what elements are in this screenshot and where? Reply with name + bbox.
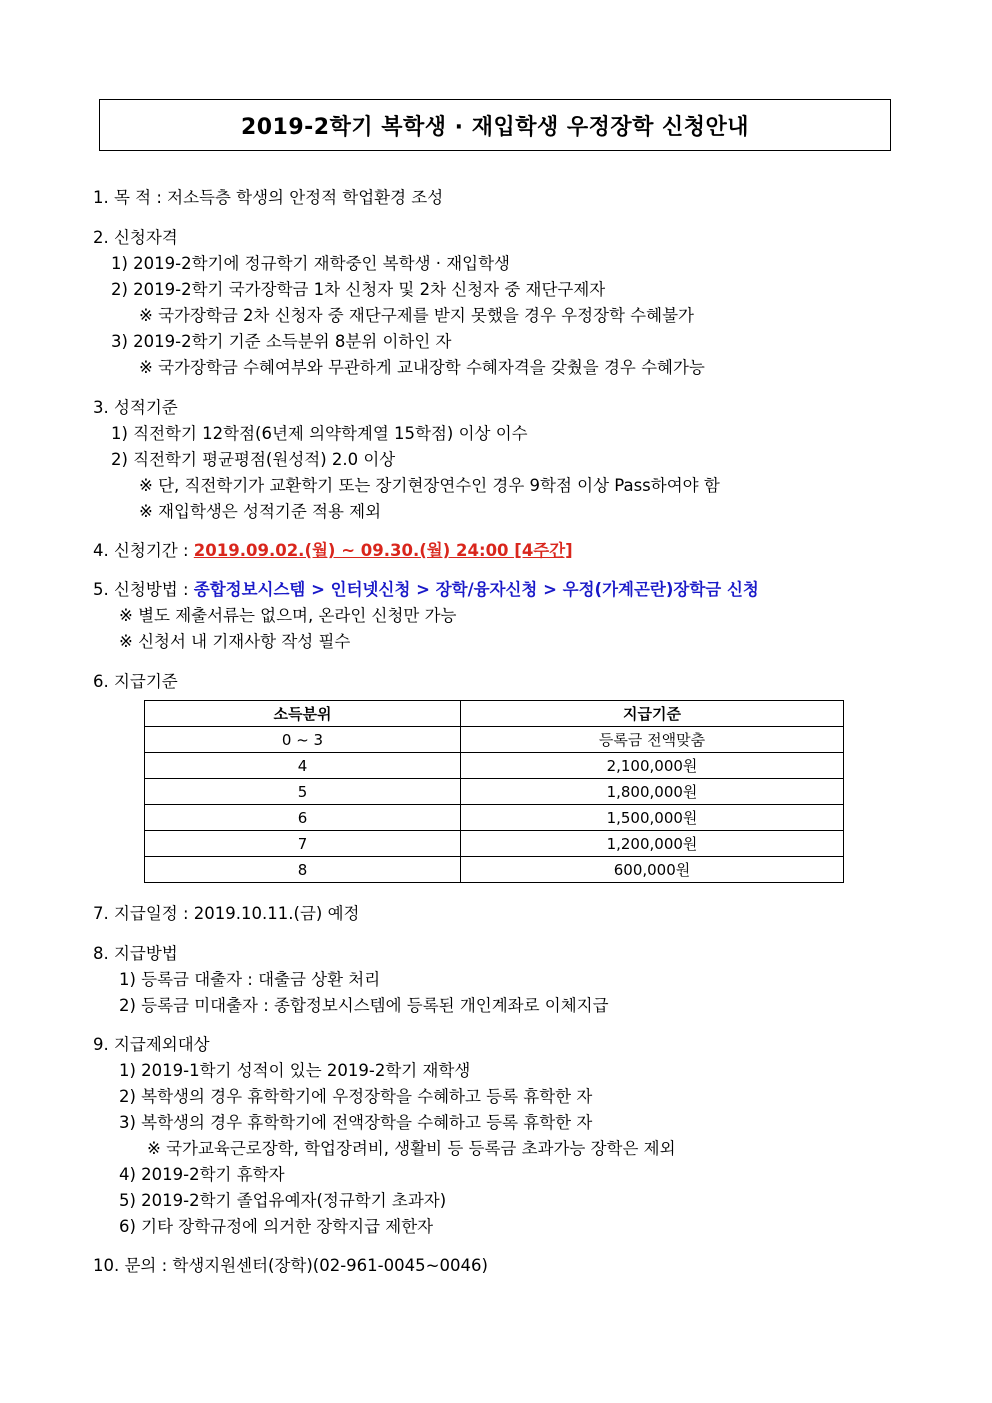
table-row — [145, 753, 844, 779]
payment-standard-header: 지급기준 — [461, 701, 844, 727]
page-title: 2019-2학기 복학생 · 재입학생 우정장학 신청안내 — [99, 99, 891, 151]
payment-method-heading: 8. 지급방법 — [93, 944, 178, 963]
eligibility-item-3: 3) 2019-2학기 기준 소득분위 8분위 이하인 자 — [111, 332, 452, 351]
period-value: 2019.09.02.(월) ~ 09.30.(월) 24:00 [4주간] — [193, 541, 573, 560]
method-label: 5. 신청방법 : — [93, 580, 194, 599]
exclusion-item-6: 6) 기타 장학규정에 의거한 장학지급 제한자 — [119, 1217, 434, 1236]
table-row — [145, 779, 844, 805]
table-row — [145, 727, 844, 753]
grade-item-2: 2) 직전학기 평균평점(원성적) 2.0 이상 — [111, 450, 396, 469]
payment-amount-cell: 2,100,000원 — [461, 753, 844, 779]
payment-standard-table — [144, 700, 844, 883]
method-value: 종합정보시스템 > 인터넷신청 > 장학/융자신청 > 우정(가계곤란)장학금 신청 — [193, 580, 759, 599]
grade-heading: 3. 성적기준 — [93, 398, 178, 417]
method-note-2: ※ 신청서 내 기재사항 작성 필수 — [119, 632, 351, 651]
table-row — [145, 857, 844, 883]
eligibility-note-2: ※ 국가장학금 2차 신청자 중 재단구제를 받지 못했을 경우 우정장학 수혜불가 — [139, 306, 694, 325]
contact-line: 10. 문의 : 학생지원센터(장학)(02-961-0045~0046) — [93, 1256, 488, 1275]
income-bracket-cell: 6 — [145, 805, 461, 831]
income-bracket-cell: 4 — [145, 753, 461, 779]
grade-item-1: 1) 직전학기 12학점(6년제 의약학계열 15학점) 이상 이수 — [111, 424, 528, 443]
exclusion-item-1: 1) 2019-1학기 성적이 있는 2019-2학기 재학생 — [119, 1061, 471, 1080]
income-bracket-cell: 7 — [145, 831, 461, 857]
exclusion-item-5: 5) 2019-2학기 졸업유예자(정규학기 초과자) — [119, 1191, 447, 1210]
table-header-row — [145, 701, 844, 727]
period-label: 4. 신청기간 : — [93, 541, 194, 560]
exclusion-heading: 9. 지급제외대상 — [93, 1035, 210, 1054]
eligibility-heading: 2. 신청자격 — [93, 228, 178, 247]
eligibility-item-1: 1) 2019-2학기에 정규학기 재학중인 복학생 · 재입학생 — [111, 254, 510, 273]
income-bracket-cell: 0 ~ 3 — [145, 727, 461, 753]
table-row — [145, 831, 844, 857]
exclusion-item-2: 2) 복학생의 경우 휴학학기에 우정장학을 수혜하고 등록 휴학한 자 — [119, 1087, 593, 1106]
purpose-line: 1. 목 적 : 저소득층 학생의 안정적 학업환경 조성 — [93, 188, 444, 207]
income-bracket-cell: 5 — [145, 779, 461, 805]
grade-note-2: ※ 재입학생은 성적기준 적용 제외 — [139, 502, 382, 521]
payment-amount-cell: 1,500,000원 — [461, 805, 844, 831]
payment-amount-cell: 1,800,000원 — [461, 779, 844, 805]
eligibility-item-2: 2) 2019-2학기 국가장학금 1차 신청자 및 2차 신청자 중 재단구제자 — [111, 280, 606, 299]
period-line — [93, 540, 573, 562]
exclusion-item-4: 4) 2019-2학기 휴학자 — [119, 1165, 285, 1184]
payment-method-item-2: 2) 등록금 미대출자 : 종합정보시스템에 등록된 개인계좌로 이체지급 — [119, 996, 609, 1015]
eligibility-note-3: ※ 국가장학금 수혜여부와 무관하게 교내장학 수혜자격을 갖췄을 경우 수혜가능 — [139, 358, 705, 377]
exclusion-item-3: 3) 복학생의 경우 휴학학기에 전액장학을 수혜하고 등록 휴학한 자 — [119, 1113, 593, 1132]
payment-amount-cell: 1,200,000원 — [461, 831, 844, 857]
payment-method-item-1: 1) 등록금 대출자 : 대출금 상환 처리 — [119, 970, 381, 989]
method-line — [93, 579, 759, 601]
income-bracket-cell: 8 — [145, 857, 461, 883]
income-bracket-header: 소득분위 — [145, 701, 461, 727]
exclusion-note-3: ※ 국가교육근로장학, 학업장려비, 생활비 등 등록금 초과가능 장학은 제외 — [147, 1139, 676, 1158]
payment-amount-cell: 600,000원 — [461, 857, 844, 883]
payment-standard-heading: 6. 지급기준 — [93, 672, 178, 691]
payment-schedule-line: 7. 지급일정 : 2019.10.11.(금) 예정 — [93, 904, 360, 923]
payment-amount-cell: 등록금 전액맞춤 — [461, 727, 844, 753]
table-row — [145, 805, 844, 831]
method-note-1: ※ 별도 제출서류는 없으며, 온라인 신청만 가능 — [119, 606, 457, 625]
grade-note-1: ※ 단, 직전학기가 교환학기 또는 장기현장연수인 경우 9학점 이상 Pass하여야 함 — [139, 476, 720, 495]
